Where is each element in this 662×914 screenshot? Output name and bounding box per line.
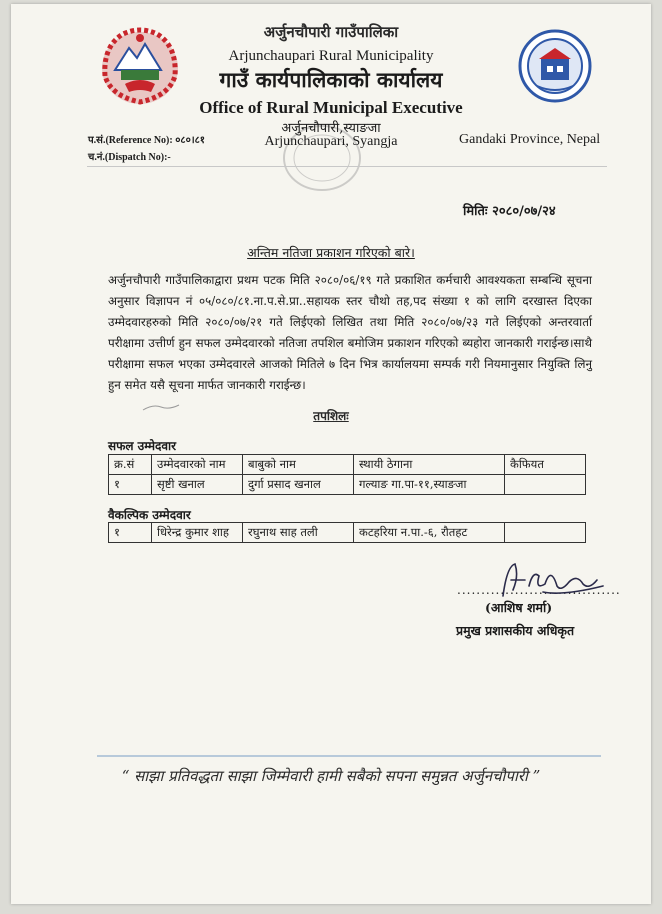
cell-remarks [505, 523, 586, 543]
table-row [109, 475, 586, 495]
header-remarks: कैफियत [505, 455, 586, 475]
office-name-np: गाउँ कार्यपालिकाको कार्यालय [219, 67, 443, 92]
cell-candidate-name: सृष्टी खनाल [152, 475, 243, 495]
header-divider [87, 166, 607, 167]
municipality-name-en: Arjunchaupari Rural Municipality [228, 48, 434, 64]
cell-address: कटहरिया न.पा.-६, रौतहट [354, 523, 505, 543]
cell-father-name: दुर्गा प्रसाद खनाल [243, 475, 354, 495]
letter-page [11, 4, 651, 904]
header-candidate-name: उम्मेदवारको नाम [152, 455, 243, 475]
signature-line: .................................. [457, 583, 621, 597]
successful-candidates-heading: सफल उम्मेदवार [108, 439, 177, 453]
table-row [109, 523, 586, 543]
header-father-name: बाबुको नाम [243, 455, 354, 475]
alternate-candidates-table [108, 522, 586, 543]
header-serial: क्र.सं [109, 455, 152, 475]
notice-body: अर्जुनचौपारी गाउँपालिकाद्वारा प्रथम पटक मिति २०८०/०६/१९ गते प्रकाशित कर्मचारी आवश्यकता सम्बन्धि सूचना अनुसार विज्ञापन नं ०५/०८०/८१.ना.प.से.प्रा..सहायक स्तर चौथो तह,पद संख्या १ को लागि दरखास्त दिएका उम्मेदवारहरुको मिति २०८०/०७/२१ गते लिईएको लिखित तथा मिति २०८०/०७/२३ गते लिईएको अन्तरवार्ता परीक्षामा उत्तीर्ण हुन सफल उम्मेदवारको नतिजा तपशिल बमोजिम प्रकाशन गरिएको ब्यहोरा जानकारी गराईन्छ।साथै परीक्षामा सफल भएका उम्मेदवारले आजको मितिले ७ दिन भित्र कार्यालयमा सम्पर्क गरी नियमानुसार नियुक्ति लिनु हुन समेत यसै सूचना मार्फत जानकारी गराईन्छ। [108, 273, 592, 392]
letter-date: मितिः २०८०/०७/२४ [463, 204, 556, 219]
cell-serial: १ [109, 523, 152, 543]
cell-address: गल्याङ गा.पा-११,स्याङजा [354, 475, 505, 495]
province-label: Gandaki Province, Nepal [459, 132, 601, 147]
cell-father-name: रघुनाथ साह तली [243, 523, 354, 543]
cell-candidate-name: धिरेन्द्र कुमार शाह [152, 523, 243, 543]
subject-line: अन्तिम नतिजा प्रकाशन गरिएको बारे। [247, 245, 415, 260]
location-np: अर्जुनचौपारी,स्याङजा [281, 121, 381, 136]
reference-number: प.सं.(Reference No): ०८०।८१ [88, 135, 206, 146]
header-address: स्थायी ठेगाना [354, 455, 505, 475]
cell-serial: १ [109, 475, 152, 495]
signatory-title: प्रमुख प्रशासकीय अधिकृत [456, 623, 575, 638]
table-header-row [109, 455, 586, 475]
footer-motto: “ साझा प्रतिवद्धता साझा जिम्मेवारी हामी सबैको सपना समुन्नत अर्जुनचौपारी ” [121, 767, 541, 785]
dispatch-number: च.नं.(Dispatch No):- [88, 152, 171, 163]
municipality-name-np: अर्जुनचौपारी गाउँपालिका [263, 23, 399, 41]
cell-remarks [505, 475, 586, 495]
location-en: Arjunchaupari, Syangja [264, 134, 398, 149]
footer-divider [97, 755, 601, 757]
alternate-candidates-heading: वैकल्पिक उम्मेदवार [108, 508, 191, 522]
signatory-name: (आशिष शर्मा) [485, 600, 553, 615]
office-name-en: Office of Rural Municipal Executive [199, 98, 463, 117]
schedule-heading: तपशिलः [313, 409, 349, 423]
successful-candidates-table [108, 454, 586, 495]
